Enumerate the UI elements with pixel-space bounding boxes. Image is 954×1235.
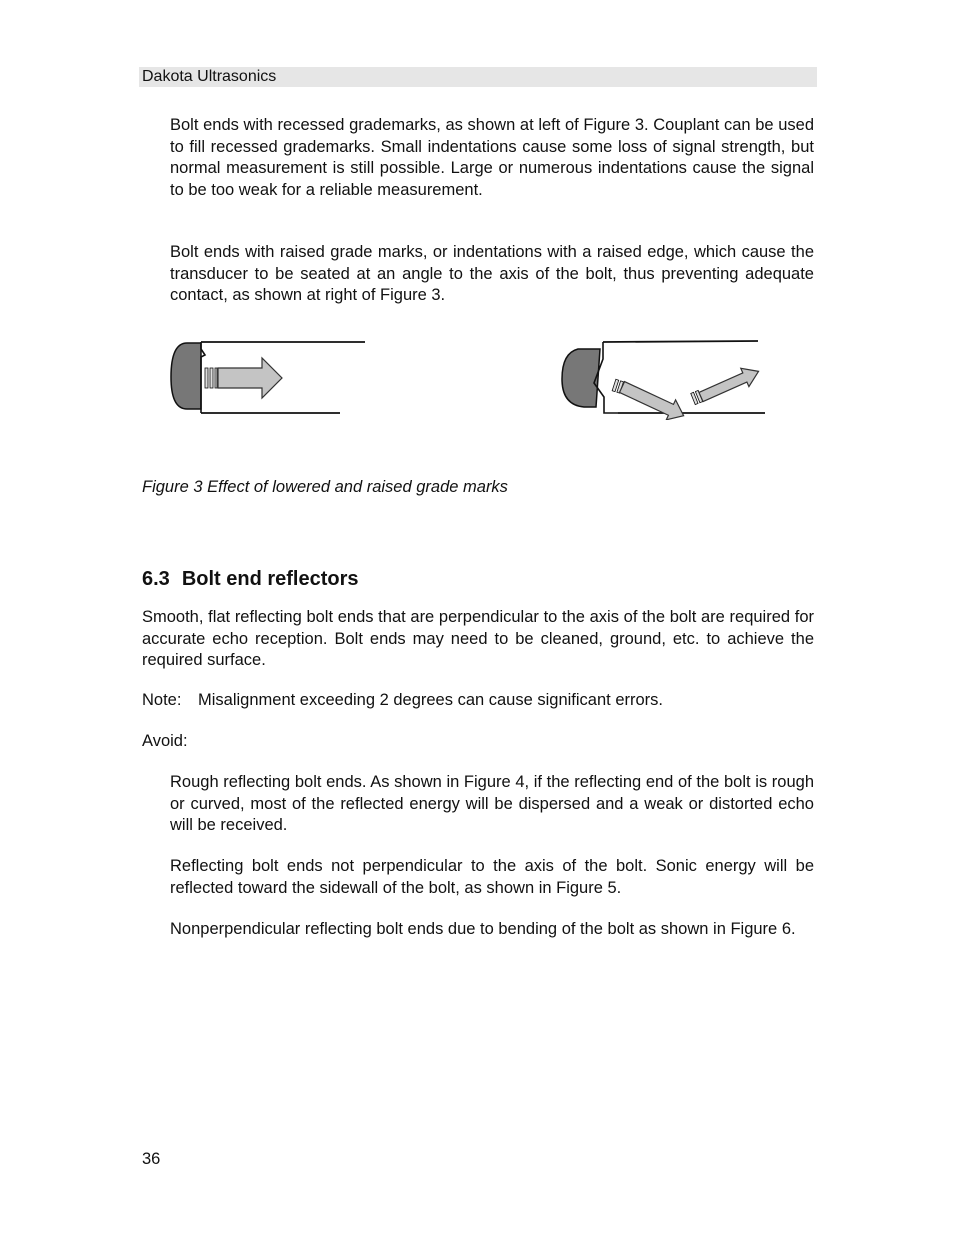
paragraph-recessed-grademarks: Bolt ends with recessed grademarks, as shown at left of Figure 3. Couplant can be used to fill recessed grademarks. Small indentations cause some loss of signal strength, but normal measurement is still possible. Large or numerous indentations cause the signal to be too weak for a reliable measurement. [170,116,814,199]
page-number: 36 [142,1150,161,1168]
figure-recessed-grade-marks [165,335,370,420]
couplant-marks-left [205,368,217,388]
transducer-right [562,349,600,407]
reflected-sound-arrow-icon [697,362,763,406]
running-header [139,67,817,87]
note-text: Misalignment exceeding 2 degrees can cause significant errors. [198,691,663,709]
figure-raised-grade-marks [556,335,770,420]
figure-caption: Figure 3 Effect of lowered and raised grade marks [142,478,508,496]
avoid-item-not-perpendicular: Reflecting bolt ends not perpendicular to the axis of the bolt. Sonic energy will be reflected toward the sidewall of the bolt, as shown in Figure 5. [170,857,814,897]
section-title: Bolt end reflectors [181,568,359,590]
avoid-label: Avoid: [142,732,188,750]
transducer-left [171,343,201,409]
avoid-item-bent-bolt: Nonperpendicular reflecting bolt ends due to bending of the bolt as shown in Figure 6. [170,920,796,938]
note-label: Note: [142,691,182,709]
section-heading [142,568,359,591]
avoid-item-rough-ends: Rough reflecting bolt ends. As shown in Figure 4, if the reflecting end of the bolt is rough or curved, most of the reflected energy will be dispersed and a weak or distorted echo will be received. [170,773,814,834]
note [142,690,814,712]
section-number: 6.3 [142,568,170,590]
sound-arrow-icon [218,358,282,398]
header-title: Dakota Ultrasonics [142,68,277,85]
paragraph-raised-grademarks: Bolt ends with raised grade marks, or indentations with a raised edge, which cause the transducer to be seated at an angle to the axis of the bolt, thus preventing adequate contact, as shown at right of Figure 3. [170,243,814,304]
section-intro: Smooth, flat reflecting bolt ends that are perpendicular to the axis of the bolt are required for accurate echo reception. Bolt ends may need to be cleaned, ground, etc. to achieve the required surface. [142,608,814,669]
